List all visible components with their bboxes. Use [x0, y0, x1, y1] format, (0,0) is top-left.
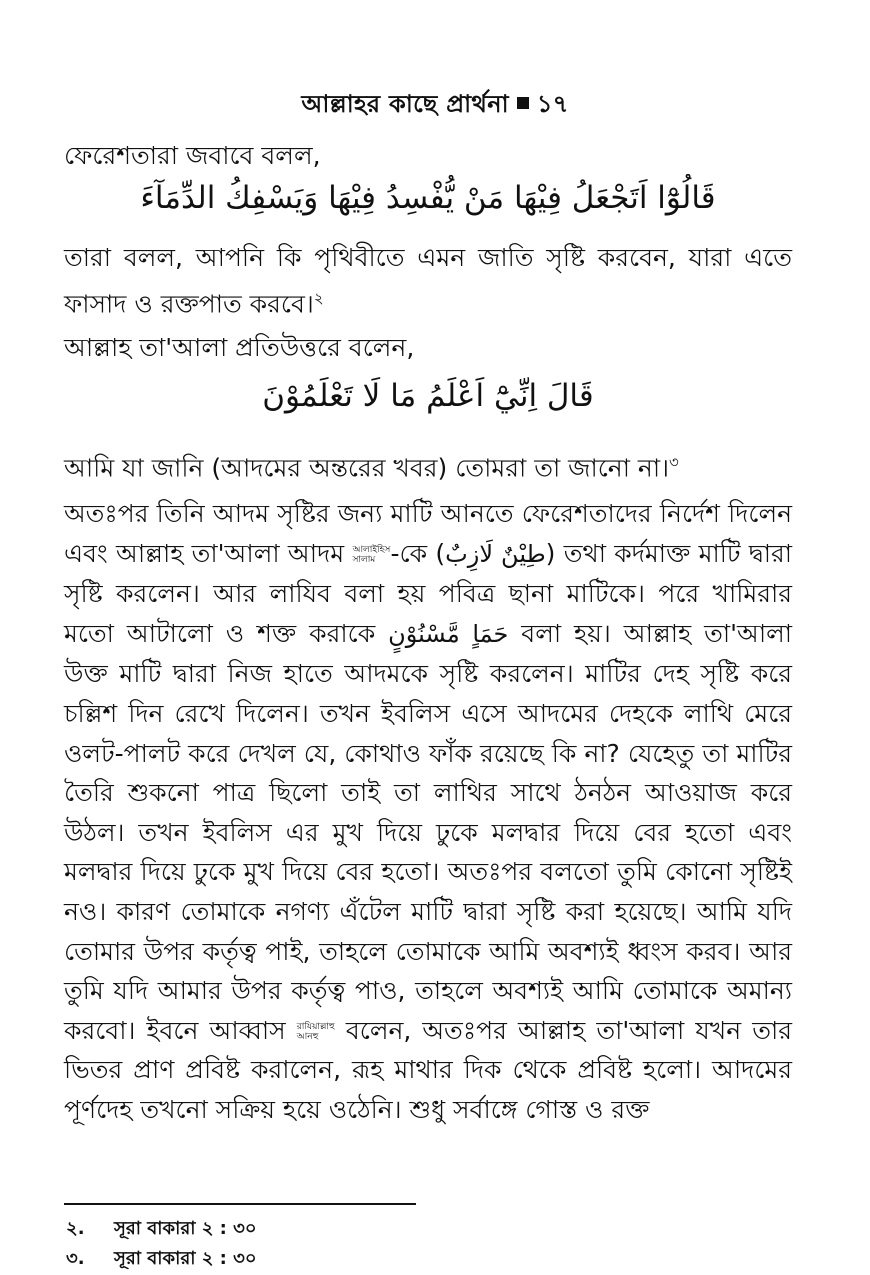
footnote-text: সূরা বাকারা ২ : ৩০ — [114, 1248, 257, 1269]
footnote-divider — [64, 1203, 416, 1205]
paragraph-translation-2 — [64, 442, 792, 488]
header-title: আল্লাহর কাছে প্রার্থনা — [301, 90, 509, 118]
inline-arabic-phrase: طِيْنٌ لَازِبٌ — [445, 539, 546, 568]
arabic-verse-2: قَالَ اِنِّيْٓ اَعْلَمُ مَا لَا تَعْلَمُوْنَ — [262, 378, 594, 414]
footnote-item — [66, 1214, 257, 1245]
paragraph-translation-1 — [64, 238, 792, 324]
inline-arabic-phrase: حَمَاٍ مَّسْنُوْنٍ — [388, 619, 509, 648]
paragraph-creation-of-adam — [64, 494, 792, 1130]
footnote-text: সূরা বাকারা ২ : ৩০ — [114, 1218, 257, 1239]
footnote-number: ২. — [66, 1218, 85, 1239]
paragraph-text: -কে ( — [390, 538, 446, 568]
paragraph-text: ) তথা কর্দমাক্ত মাটি দ্বারা সৃষ্টি করলেন। আর লাযিব বলা হয় পবিত্র ছানা মাটিকে। পরে খামিরার মতো আটালো ও শক্ত করাকে — [64, 538, 792, 648]
separator-square-icon — [517, 97, 529, 109]
running-header — [0, 86, 870, 126]
paragraph-text: অতঃপর তিনি আদম সৃষ্টির জন্য মাটি আনতে ফেরেশতাদের নির্দেশ দিলেন এবং আল্লাহ তা'আলা আদম — [64, 499, 792, 568]
paragraph-text: বলা হয়। আল্লাহ তা'আলা উক্ত মাটি দ্বারা নিজ হাতে আদমকে সৃষ্টি করলেন। মাটির দেহ সৃষ্টি করে চল্লিশ দিন রেখে দিলেন। তখন ইবলিস এসে আদমের দেহকে লাথি মেরে ওলট-পালট করে দেখল যে, কোথাও ফাঁক রয়েছে কি না? যেহেতু তা মাটির তৈরি শুকনো পাত্র ছিলো তাই তা লাথির সাথে ঠনঠন আওয়াজ করে উঠল। তখন ইবলিস এর মুখ দিয়ে ঢুকে মলদ্বার দিয়ে বের হতো এবং মলদ্বার দিয়ে ঢুকে মুখ দিয়ে বের হতো। অতঃপর বলতো তুমি কোনো সৃষ্টিই নও। কারণ তোমাকে নগণ্য এঁটেল মাটি দ্বারা সৃষ্টি করা হয়েছে। আমি যদি তোমার উপর কর্তৃত্ব পাই, তাহলে তোমাকে আমি অবশ্যই ধ্বংস করব। আর তুমি যদি আমার উপর কর্তৃত্ব পাও, তাহলে অবশ্যই আমি তোমাকে অমান্য করবো। ইবনে আব্বাস — [64, 618, 792, 1045]
paragraph-text: ফেরেশতারা জবাবে বলল, — [64, 141, 321, 170]
paragraph-text: আমি যা জানি (আদমের অন্তরের খবর) তোমরা তা জানো না। — [64, 453, 670, 483]
paragraph-text: আল্লাহ তা'আলা প্রতিউত্তরে বলেন, — [64, 333, 415, 362]
footnote-item — [66, 1244, 257, 1275]
paragraph-text: বলেন, অতঃপর আল্লাহ তা'আলা যখন তার ভিতর প্রাণ প্রবিষ্ট করালেন, রূহ মাথার দিক থেকে প্রবিষ্ট হলো। আদমের পূর্ণদেহ তখনো সক্রিয় হয়ে ওঠেনি। শুধু সর্বাঙ্গে গোস্ত ও রক্ত — [64, 1015, 792, 1124]
paragraph-text: তারা বলল, আপনি কি পৃথিবীতে এমন জাতি সৃষ্টি করবেন, যারা এতে ফাসাদ ও রক্তপাত করবে। — [64, 243, 792, 319]
footnote-number: ৩. — [66, 1248, 85, 1269]
paragraph-allah-reply — [64, 328, 792, 368]
paragraph-angels-reply — [64, 136, 792, 176]
arabic-verse-1: قَالُوْٓا اَتَجْعَلُ فِيْهَا مَنْ يُّفْسِدُ فِيْهَا وَيَسْفِكُ الدِّمَآءَ — [140, 180, 716, 216]
honorific-radiyallahu-anhu: রাযিয়াল্লাহু আনহু — [296, 1021, 335, 1042]
honorific-alaihis-salam: আলাইহিস সালাম — [352, 544, 391, 565]
footnote-ref-3: ৩ — [669, 453, 679, 471]
page-number: ১৭ — [536, 90, 569, 118]
footnote-ref-2: ২ — [313, 289, 324, 307]
